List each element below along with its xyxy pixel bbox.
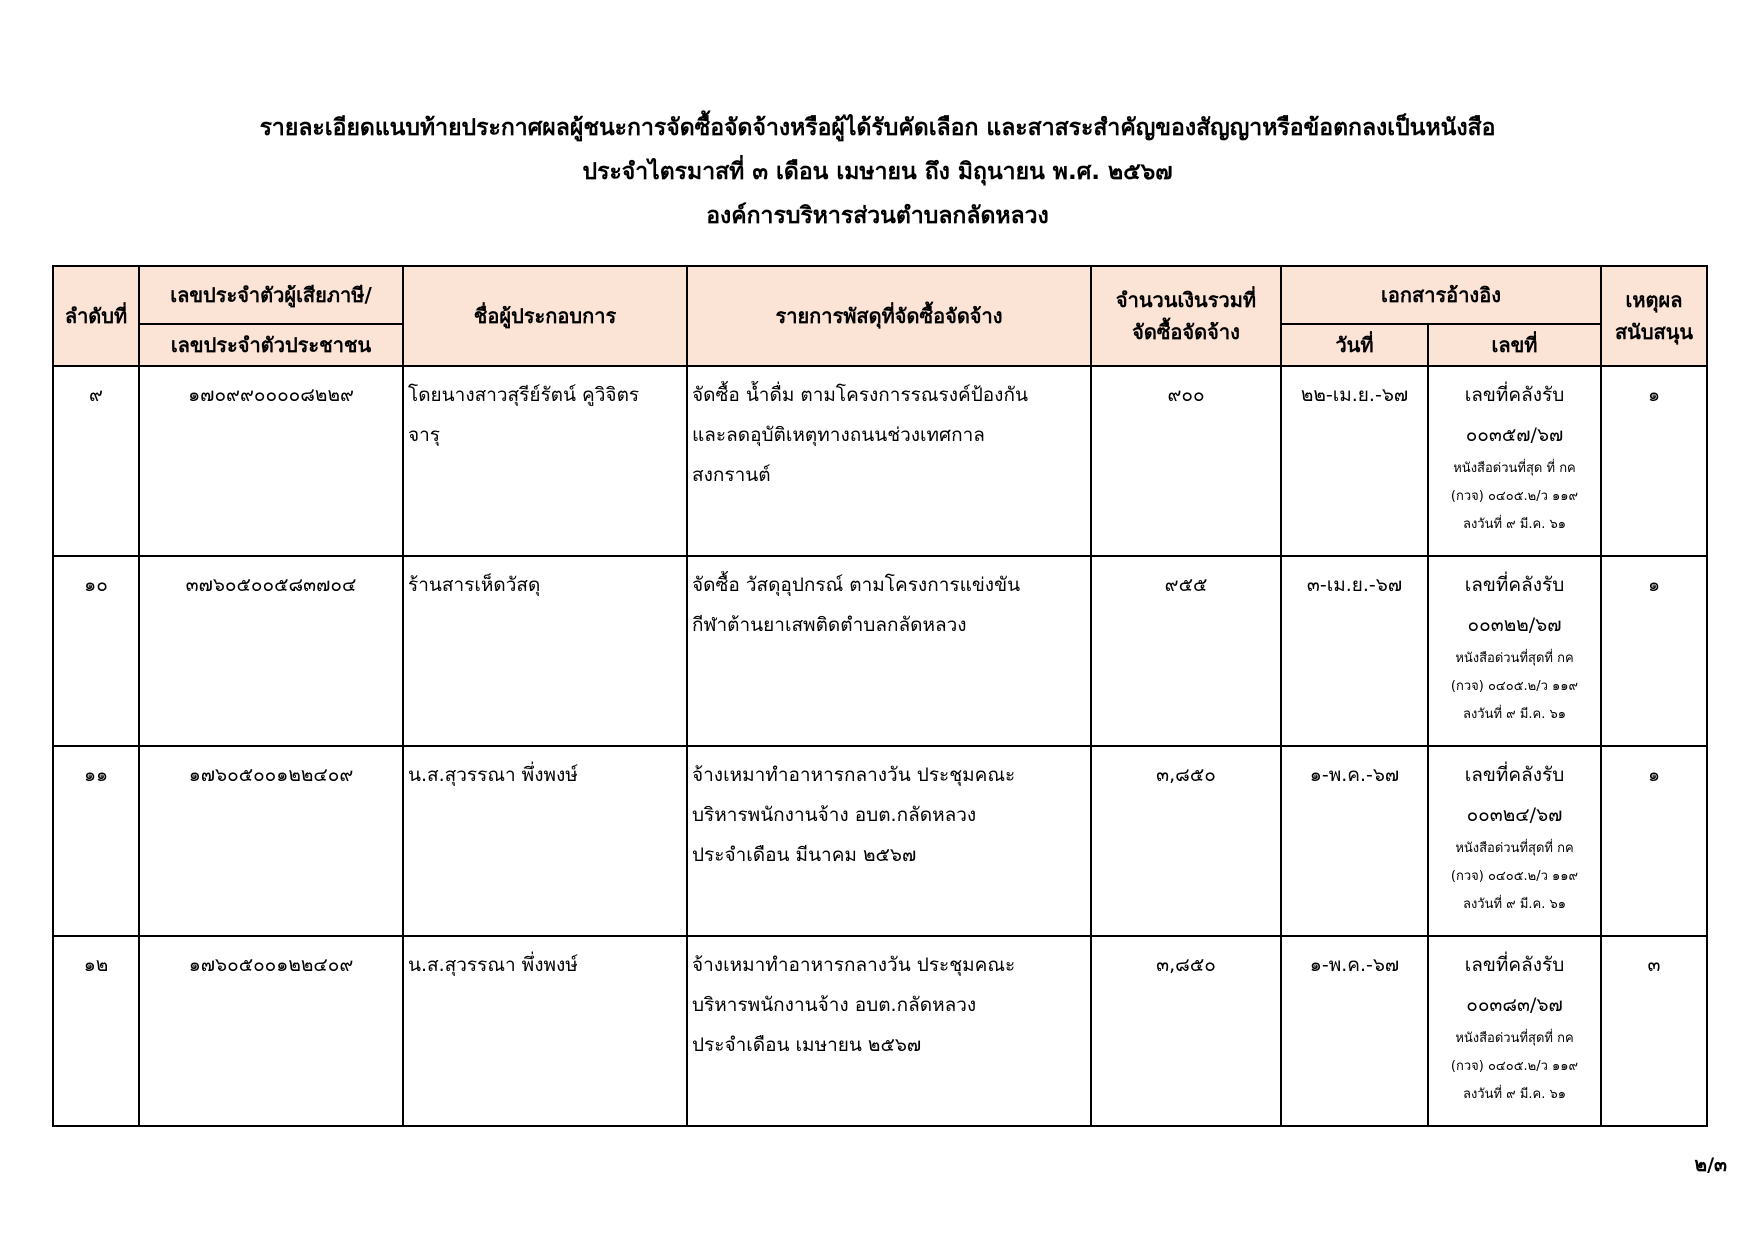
item-line: ประจำเดือน เมษายน ๒๕๖๗ [692,1034,922,1056]
cell-ref-date: ๒๒-เม.ย.-๖๗ [1281,366,1428,556]
cell-vendor [403,936,687,1126]
cell-reason: ๑ [1601,746,1707,936]
header-ref-date: วันที่ [1281,324,1428,366]
cell-tax-id: ๑๗๖๐๕๐๐๑๒๒๔๐๙ [139,936,403,1126]
item-line: และลดอุบัติเหตุทางถนนช่วงเทศกาล [692,424,985,446]
ref-no-value: ๐๐๓๘๓/๖๗ [1466,994,1563,1016]
ref-note-line: (กวจ) ๐๔๐๕.๒/ว ๑๑๙ [1450,869,1579,884]
item-line: จ้างเหมาทำอาหารกลางวัน ประชุมคณะ [692,764,1016,786]
cell-no: ๑๐ [53,556,139,746]
table-row [53,936,1707,1126]
document-title: รายละเอียดแนบท้ายประกาศผลผู้ชนะการจัดซื้อจัดจ้างหรือผู้ได้รับคัดเลือก และสาสระสำคัญของสัญญาหรือข้อตกลงเป็นหนังสือ [259,115,1496,141]
header-no: ลำดับที่ [53,266,139,366]
cell-ref-date: ๓-เม.ย.-๖๗ [1281,556,1428,746]
cell-no: ๑๑ [53,746,139,936]
item-line: ประจำเดือน มีนาคม ๒๕๖๗ [692,844,917,866]
item-line: กีฬาต้านยาเสพติดตำบลกลัดหลวง [692,614,967,636]
item-line: จัดซื้อ น้ำดื่ม ตามโครงการรณรงค์ป้องกัน [692,384,1028,406]
ref-note-line: (กวจ) ๐๔๐๕.๒/ว ๑๑๙ [1450,679,1579,694]
ref-no-value: ๐๐๓๕๗/๖๗ [1465,424,1564,446]
header-tax-id-bottom: เลขประจำตัวประชาชน [139,324,403,366]
ref-note-line: (กวจ) ๐๔๐๕.๒/ว ๑๑๙ [1450,1059,1579,1074]
header-item: รายการพัสดุที่จัดซื้อจัดจ้าง [687,266,1091,366]
cell-ref-date: ๑-พ.ค.-๖๗ [1281,936,1428,1126]
vendor-line: โดยนางสาวสุรีย์รัตน์ คูวิจิตร [408,384,640,406]
cell-tax-id: ๑๗๖๐๕๐๐๑๒๒๔๐๙ [139,746,403,936]
ref-no-value: ๐๐๓๒๔/๖๗ [1466,804,1563,826]
vendor-line: น.ส.สุวรรณา พึ่งพงษ์ [408,764,578,786]
cell-item [687,366,1091,556]
cell-ref-no [1428,366,1601,556]
table-row [53,746,1707,936]
ref-note-line: (กวจ) ๐๔๐๕.๒/ว ๑๑๙ [1450,489,1579,504]
ref-no-label: เลขที่คลังรับ [1464,764,1565,786]
cell-ref-no [1428,556,1601,746]
cell-tax-id: ๑๗๐๙๙๐๐๐๐๘๒๒๙ [139,366,403,556]
cell-vendor [403,746,687,936]
ref-note-line: หนังสือด่วนที่สุด ที่ กค [1453,461,1576,476]
item-line: สงกรานต์ [692,464,771,486]
ref-note-line: ลงวันที่ ๙ มี.ค. ๖๑ [1462,707,1567,722]
ref-note-line: ลงวันที่ ๙ มี.ค. ๖๑ [1462,517,1567,532]
item-line: จ้างเหมาทำอาหารกลางวัน ประชุมคณะ [692,954,1016,976]
cell-item [687,936,1091,1126]
table-row [53,556,1707,746]
vendor-line: น.ส.สุวรรณา พึ่งพงษ์ [408,954,578,976]
cell-tax-id: ๓๗๖๐๕๐๐๕๘๓๗๐๔ [139,556,403,746]
vendor-line: ร้านสารเห็ดวัสดุ [408,574,541,596]
ref-no-label: เลขที่คลังรับ [1464,954,1565,976]
cell-amount: ๙๕๕ [1091,556,1281,746]
cell-ref-no [1428,936,1601,1126]
cell-ref-date: ๑-พ.ค.-๖๗ [1281,746,1428,936]
cell-item [687,746,1091,936]
header-reason [1601,266,1707,366]
cell-ref-no [1428,746,1601,936]
procurement-table [52,265,1708,1127]
header-amount [1091,266,1281,366]
ref-note-line: ลงวันที่ ๙ มี.ค. ๖๑ [1462,1087,1567,1102]
ref-no-label: เลขที่คลังรับ [1464,574,1565,596]
header-reason-bottom: สนับสนุน [1614,320,1694,344]
header-amount-bottom: จัดซื้อจัดจ้าง [1132,320,1240,344]
ref-note-line: หนังสือด่วนที่สุดที่ กค [1455,1031,1574,1046]
header-tax-id-top: เลขประจำตัวผู้เสียภาษี/ [139,266,403,324]
cell-no: ๑๒ [53,936,139,1126]
ref-no-label: เลขที่คลังรับ [1464,384,1565,406]
table-row [53,366,1707,556]
cell-no: ๙ [53,366,139,556]
item-line: จัดซื้อ วัสดุอุปกรณ์ ตามโครงการแข่งขัน [692,574,1021,596]
ref-note-line: หนังสือด่วนที่สุดที่ กค [1455,651,1574,666]
page-number: ๒/๓ [1694,1154,1727,1176]
header-ref: เอกสารอ้างอิง [1281,266,1601,324]
cell-reason: ๑ [1601,366,1707,556]
header-vendor: ชื่อผู้ประกอบการ [403,266,687,366]
cell-amount: ๙๐๐ [1091,366,1281,556]
ref-note-line: หนังสือด่วนที่สุดที่ กค [1455,841,1574,856]
document-subtitle-org: องค์การบริหารส่วนตำบลกลัดหลวง [706,203,1049,229]
header-reason-top: เหตุผล [1625,288,1683,312]
cell-reason: ๓ [1601,936,1707,1126]
vendor-line: จารุ [408,424,441,446]
item-line: บริหารพนักงานจ้าง อบต.กลัดหลวง [692,994,977,1016]
ref-note-line: ลงวันที่ ๙ มี.ค. ๖๑ [1462,897,1567,912]
document-subtitle-period: ประจำไตรมาสที่ ๓ เดือน เมษายน ถึง มิถุนายน พ.ศ. ๒๕๖๗ [582,159,1173,185]
cell-item [687,556,1091,746]
cell-reason: ๑ [1601,556,1707,746]
cell-vendor [403,556,687,746]
cell-amount: ๓,๘๕๐ [1091,936,1281,1126]
cell-amount: ๓,๘๕๐ [1091,746,1281,936]
header-amount-top: จำนวนเงินรวมที่ [1115,288,1257,312]
cell-vendor [403,366,687,556]
header-ref-no: เลขที่ [1428,324,1601,366]
ref-no-value: ๐๐๓๒๒/๖๗ [1467,614,1562,636]
item-line: บริหารพนักงานจ้าง อบต.กลัดหลวง [692,804,977,826]
